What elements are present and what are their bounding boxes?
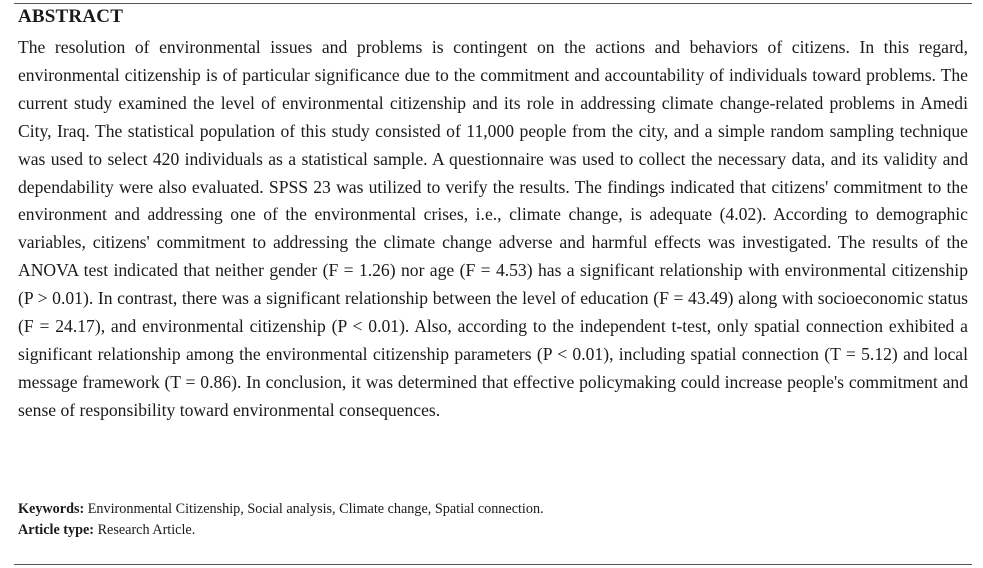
- bottom-divider: [14, 564, 972, 565]
- keywords-value: Environmental Citizenship, Social analysis, Climate change, Spatial connection.: [87, 501, 544, 517]
- article-type-label: Article type:: [18, 522, 95, 538]
- abstract-body: The resolution of environmental issues and problems is contingent on the actions and behaviors of citizens. In this regard, environmental citizenship is of particular significance due to the commitment and accountability of individuals toward problems. The current study examined the level of environmental citizenship and its role in addressing climate change-related problems in Amedi City, Iraq. The statistical population of this study consisted of 11,000 people from the city, and a simple random sampling technique was used to select 420 individuals as a statistical sample. A questionnaire was used to collect the necessary data, and its validity and dependability were also evaluated. SPSS 23 was utilized to verify the results. The findings indicated that citizens' commitment to the environment and addressing one of the environmental crises, i.e., climate change, is adequate (4.02). According to demographic variables, citizens' commitment to addressing the climate change adverse and harmful effects was investigated. The results of the ANOVA test indicated that neither gender (F = 1.26) nor age (F = 4.53) has a significant relationship with environmental citizenship (P > 0.01). In contrast, there was a significant relationship between the level of education (F = 43.49) along with socioeconomic status (F = 24.17), and environmental citizenship (P < 0.01). Also, according to the independent t-test, only spatial connection exhibited a significant relationship among the environmental citizenship parameters (P < 0.01), including spatial connection (T = 5.12) and local message framework (T = 0.86). In conclusion, it was determined that effective policymaking could increase people's commitment and sense of responsibility toward environmental consequences.: [18, 37, 968, 420]
- keywords-label: Keywords:: [18, 501, 85, 517]
- article-type-value: Research Article.: [97, 522, 196, 538]
- article-type-line: [18, 520, 958, 540]
- top-divider: [14, 3, 972, 4]
- abstract-heading: ABSTRACT: [18, 6, 124, 27]
- keywords-line: [18, 499, 958, 519]
